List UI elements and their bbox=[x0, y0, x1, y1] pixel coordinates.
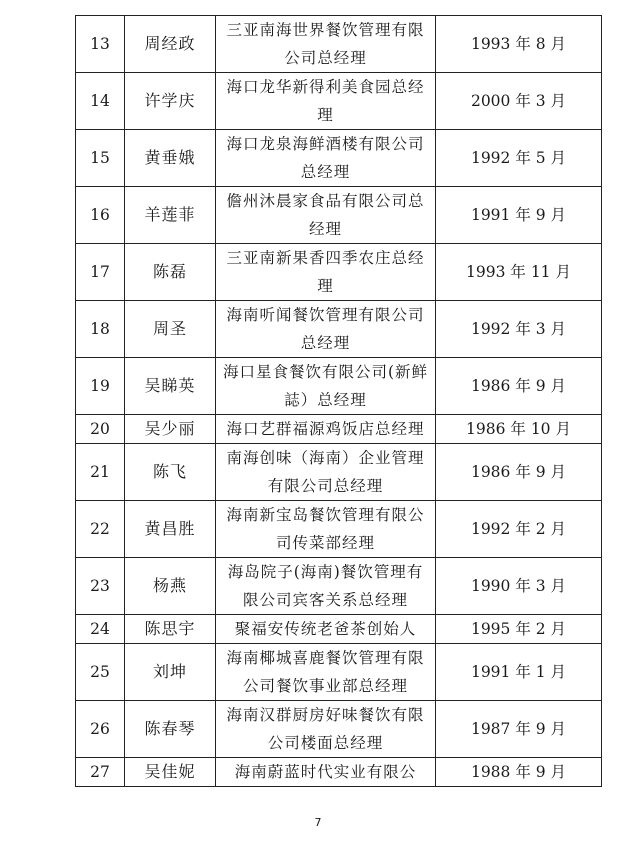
row-index: 16 bbox=[76, 187, 125, 244]
person-name: 陈飞 bbox=[125, 444, 216, 501]
position-title: 海南听闻餐饮管理有限公司总经理 bbox=[216, 301, 436, 358]
person-name: 许学庆 bbox=[125, 73, 216, 130]
row-index: 21 bbox=[76, 444, 125, 501]
position-title: 海南椰城喜鹿餐饮管理有限公司餐饮事业部总经理 bbox=[216, 644, 436, 701]
person-name: 羊莲菲 bbox=[125, 187, 216, 244]
row-index: 26 bbox=[76, 701, 125, 758]
table-row bbox=[76, 701, 602, 758]
table-row bbox=[76, 244, 602, 301]
start-date: 1986 年 9 月 bbox=[436, 358, 602, 415]
person-name: 周圣 bbox=[125, 301, 216, 358]
start-date: 2000 年 3 月 bbox=[436, 73, 602, 130]
person-name: 陈思宇 bbox=[125, 615, 216, 644]
start-date: 1991 年 9 月 bbox=[436, 187, 602, 244]
row-index: 17 bbox=[76, 244, 125, 301]
table-row bbox=[76, 73, 602, 130]
row-index: 22 bbox=[76, 501, 125, 558]
person-name: 周经政 bbox=[125, 16, 216, 73]
person-name: 陈春琴 bbox=[125, 701, 216, 758]
person-name: 吴睇英 bbox=[125, 358, 216, 415]
person-name: 吴少丽 bbox=[125, 415, 216, 444]
position-title: 海口艺群福源鸡饭店总经理 bbox=[216, 415, 436, 444]
position-title: 海南蔚蓝时代实业有限公 bbox=[216, 758, 436, 787]
table-row bbox=[76, 415, 602, 444]
row-index: 13 bbox=[76, 16, 125, 73]
person-name: 刘坤 bbox=[125, 644, 216, 701]
position-title: 海口龙泉海鲜酒楼有限公司总经理 bbox=[216, 130, 436, 187]
person-name: 杨燕 bbox=[125, 558, 216, 615]
table-row bbox=[76, 187, 602, 244]
position-title: 儋州沐晨家食品有限公司总经理 bbox=[216, 187, 436, 244]
table-row bbox=[76, 301, 602, 358]
table-row bbox=[76, 444, 602, 501]
start-date: 1992 年 5 月 bbox=[436, 130, 602, 187]
position-title: 海口星食餐饮有限公司(新鲜誌）总经理 bbox=[216, 358, 436, 415]
start-date: 1993 年 11 月 bbox=[436, 244, 602, 301]
start-date: 1988 年 9 月 bbox=[436, 758, 602, 787]
table-row bbox=[76, 558, 602, 615]
position-title: 海南新宝岛餐饮管理有限公司传菜部经理 bbox=[216, 501, 436, 558]
page-number: 7 bbox=[314, 816, 322, 829]
start-date: 1990 年 3 月 bbox=[436, 558, 602, 615]
person-name: 黄昌胜 bbox=[125, 501, 216, 558]
position-title: 南海创味（海南）企业管理有限公司总经理 bbox=[216, 444, 436, 501]
row-index: 19 bbox=[76, 358, 125, 415]
start-date: 1987 年 9 月 bbox=[436, 701, 602, 758]
table-row bbox=[76, 758, 602, 787]
start-date: 1995 年 2 月 bbox=[436, 615, 602, 644]
row-index: 20 bbox=[76, 415, 125, 444]
position-title: 三亚南海世界餐饮管理有限公司总经理 bbox=[216, 16, 436, 73]
start-date: 1992 年 2 月 bbox=[436, 501, 602, 558]
table-row bbox=[76, 501, 602, 558]
staff-table bbox=[75, 15, 602, 787]
position-title: 海岛院子(海南)餐饮管理有限公司宾客关系总经理 bbox=[216, 558, 436, 615]
table-row bbox=[76, 644, 602, 701]
row-index: 27 bbox=[76, 758, 125, 787]
table-row bbox=[76, 130, 602, 187]
row-index: 15 bbox=[76, 130, 125, 187]
position-title: 海口龙华新得利美食园总经理 bbox=[216, 73, 436, 130]
row-index: 23 bbox=[76, 558, 125, 615]
row-index: 14 bbox=[76, 73, 125, 130]
position-title: 海南汉群厨房好味餐饮有限公司楼面总经理 bbox=[216, 701, 436, 758]
start-date: 1986 年 9 月 bbox=[436, 444, 602, 501]
table-row bbox=[76, 358, 602, 415]
start-date: 1986 年 10 月 bbox=[436, 415, 602, 444]
start-date: 1993 年 8 月 bbox=[436, 16, 602, 73]
row-index: 18 bbox=[76, 301, 125, 358]
row-index: 25 bbox=[76, 644, 125, 701]
table-row bbox=[76, 615, 602, 644]
table-body bbox=[76, 16, 602, 787]
person-name: 吴佳妮 bbox=[125, 758, 216, 787]
position-title: 聚福安传统老爸茶创始人 bbox=[216, 615, 436, 644]
person-name: 黄垂娥 bbox=[125, 130, 216, 187]
person-name: 陈磊 bbox=[125, 244, 216, 301]
start-date: 1992 年 3 月 bbox=[436, 301, 602, 358]
position-title: 三亚南新果香四季农庄总经理 bbox=[216, 244, 436, 301]
start-date: 1991 年 1 月 bbox=[436, 644, 602, 701]
row-index: 24 bbox=[76, 615, 125, 644]
table-row bbox=[76, 16, 602, 73]
